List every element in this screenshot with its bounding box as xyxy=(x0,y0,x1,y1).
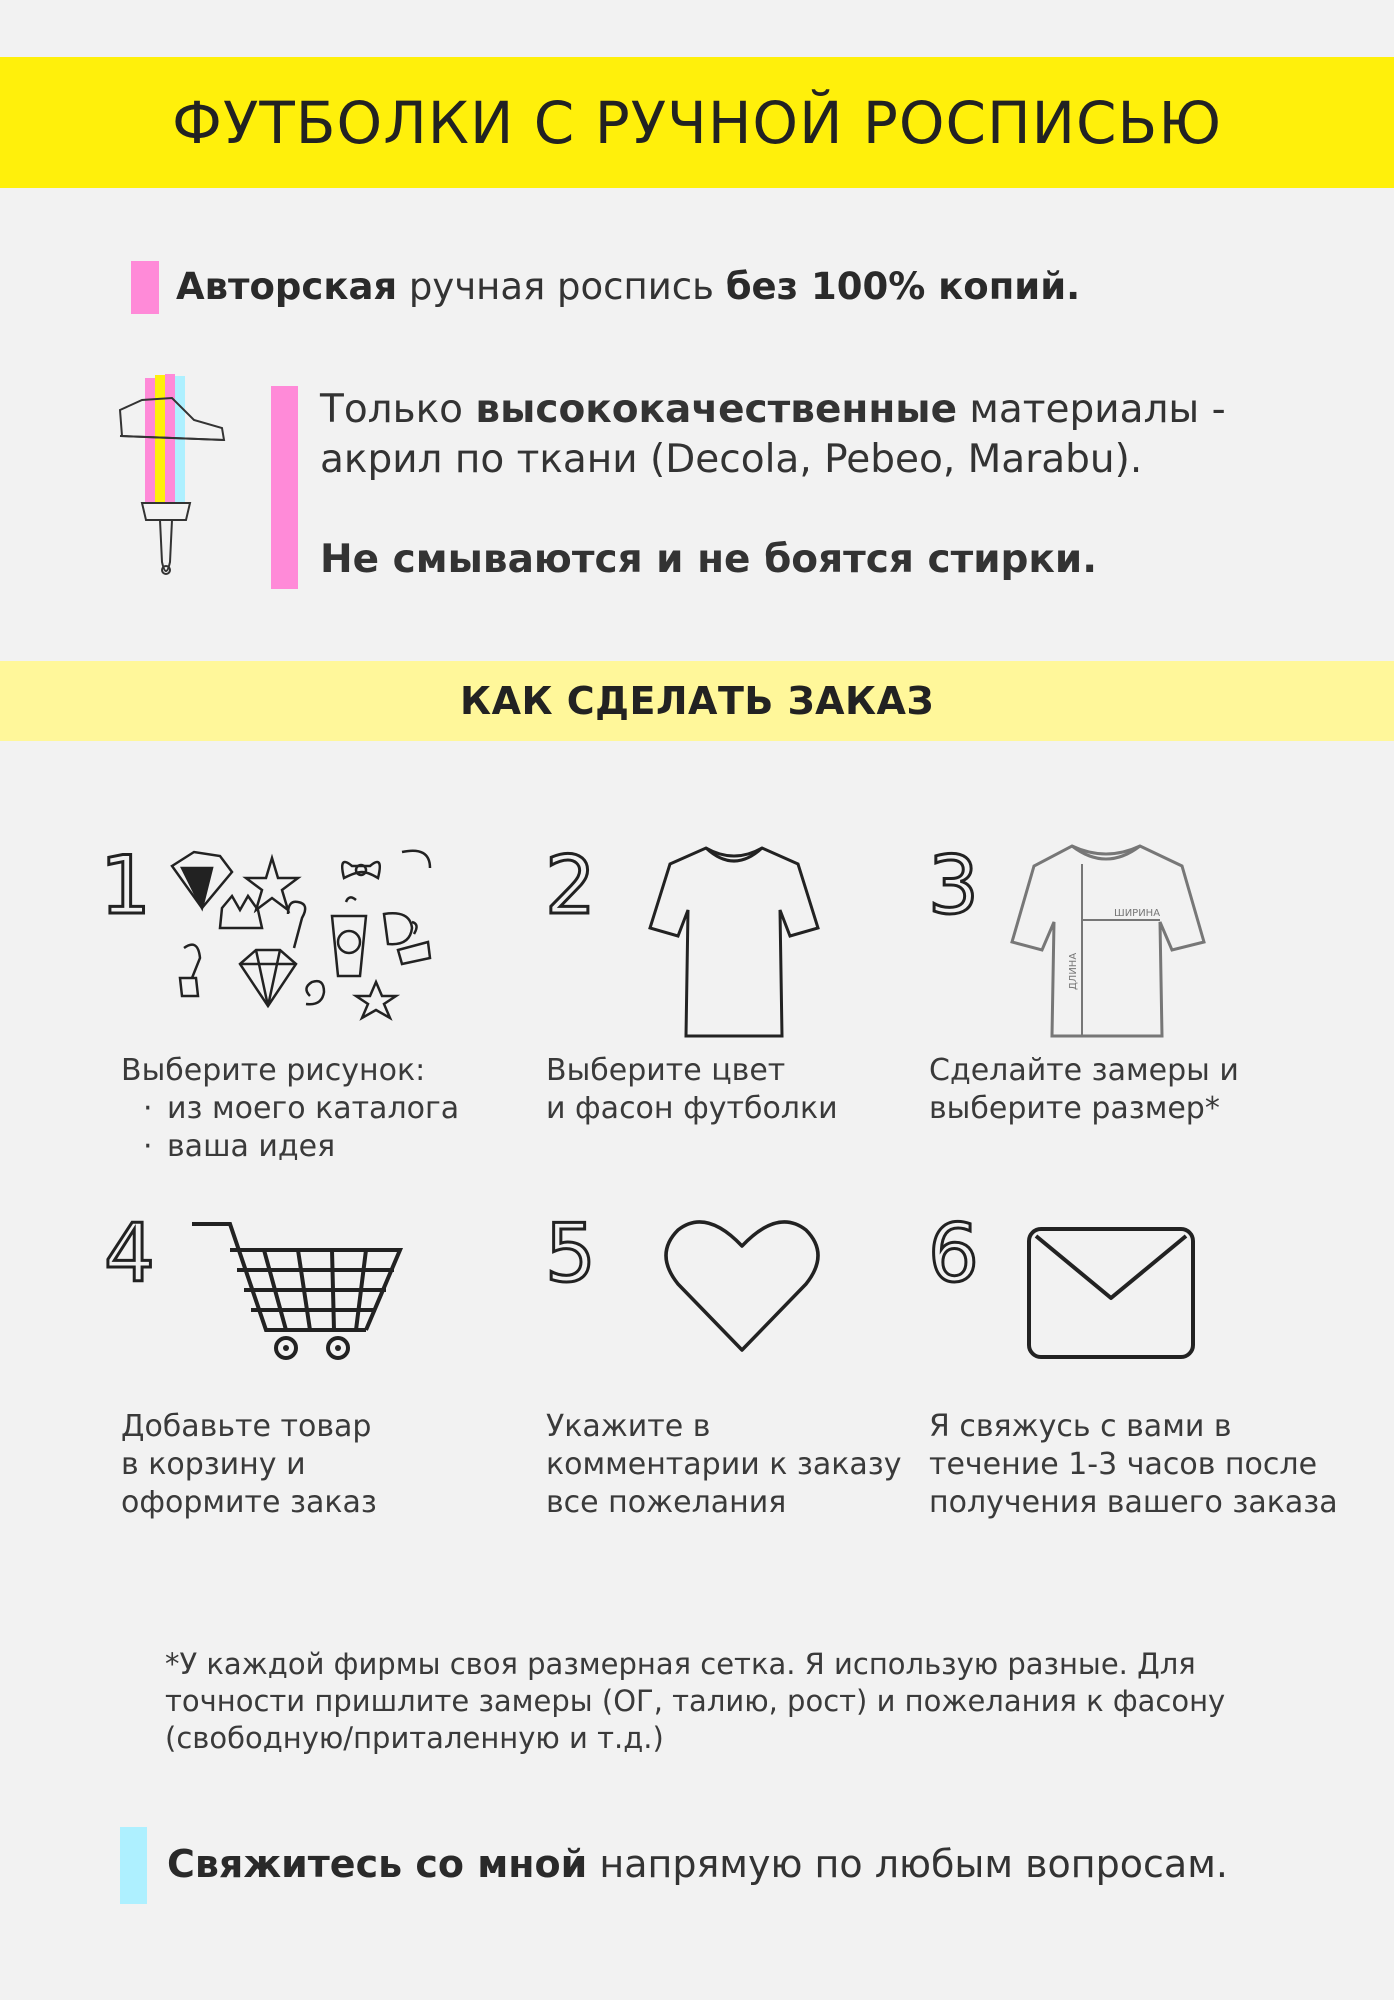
heart-icon xyxy=(664,1218,820,1354)
step-number-5: 5 xyxy=(545,1207,596,1300)
footnote: *У каждой фирмы своя размерная сетка. Я использую разные. Для точности пришлите замеры (ОГ, талию, рост) и пожелания к фасону (свободную/приталенную и т.д.) xyxy=(165,1647,1226,1755)
pink-bar xyxy=(271,386,298,589)
page-header xyxy=(0,57,1394,188)
tshirt-measure-icon xyxy=(1010,840,1206,1040)
step-caption-6: Я свяжусь с вами в течение 1-3 часов после получения вашего заказа xyxy=(929,1409,1338,1520)
tshirt-icon xyxy=(648,840,820,1040)
intro-plain: ручная роспись xyxy=(397,265,726,308)
step-number-6: 6 xyxy=(928,1207,979,1300)
blue-marker xyxy=(120,1827,147,1904)
materials-line2: акрил по ткани (Decola, Pebeo, Marabu). xyxy=(320,437,1143,482)
step-caption-5: Укажите в комментарии к заказу все пожелания xyxy=(546,1409,902,1520)
cart-icon xyxy=(190,1222,410,1364)
list-item: · из моего каталога xyxy=(143,1090,481,1128)
step-number-4: 4 xyxy=(104,1207,155,1300)
step-number-1: 1 xyxy=(100,839,151,932)
contact-line xyxy=(167,1842,1228,1886)
intro-bold-a: Авторская xyxy=(176,265,398,308)
envelope-icon xyxy=(1026,1226,1196,1360)
intro-line xyxy=(176,265,1080,308)
step-caption-1: Выберите рисунок: · из моего каталога · ваша идея xyxy=(121,1052,481,1166)
doodles-icon xyxy=(162,838,434,1024)
order-section-title: КАК СДЕЛАТЬ ЗАКАЗ xyxy=(460,679,934,723)
contact-bold: Свяжитесь со мной xyxy=(167,1842,588,1886)
contact-plain: напрямую по любым вопросам. xyxy=(587,1842,1228,1886)
materials-text xyxy=(320,385,1370,585)
step-number-2: 2 xyxy=(545,839,596,932)
list-item: · ваша идея xyxy=(143,1128,481,1166)
page-title: ФУТБОЛКИ С РУЧНОЙ РОСПИСЬЮ xyxy=(172,88,1222,157)
step-caption-3: Сделайте замеры и выберите размер* xyxy=(929,1053,1239,1126)
length-label: ДЛИНА xyxy=(1068,952,1079,990)
width-label: ШИРИНА xyxy=(1114,908,1161,919)
pink-marker xyxy=(131,261,159,314)
order-section-header xyxy=(0,661,1394,741)
step-number-3: 3 xyxy=(928,839,979,932)
intro-bold-b: без 100% копий. xyxy=(725,265,1081,308)
materials-line3: Не смываются и не боятся стирки. xyxy=(320,537,1098,582)
step-caption-4: Добавьте товар в корзину и оформите заказ xyxy=(121,1409,377,1520)
sneaker-brush-icon xyxy=(112,370,227,590)
step-caption-2: Выберите цвет и фасон футболки xyxy=(546,1053,838,1126)
materials-line1: Только высококачественные материалы - xyxy=(320,387,1226,432)
